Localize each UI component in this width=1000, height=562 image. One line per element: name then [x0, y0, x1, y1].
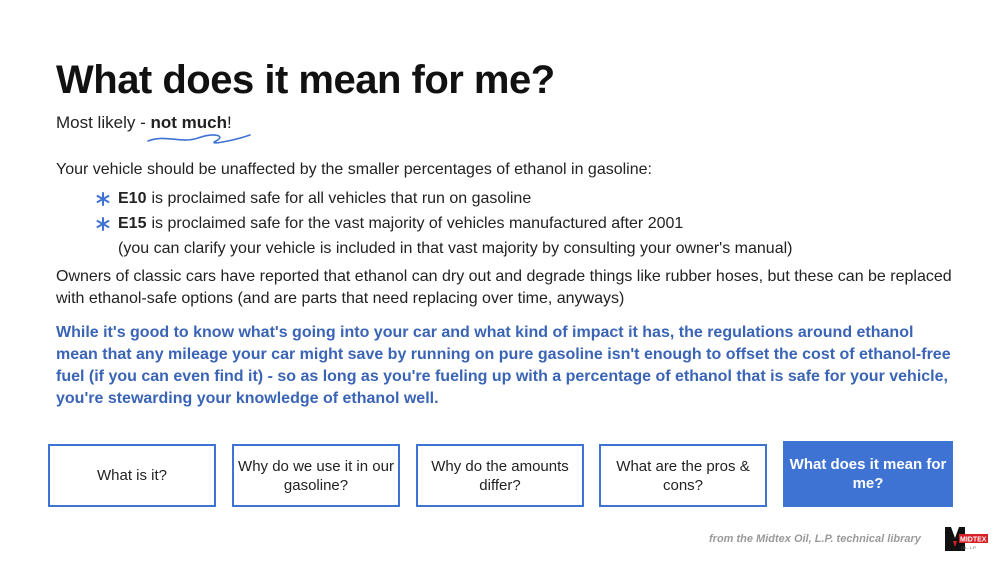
list-item — [96, 188, 956, 213]
asterisk-icon — [96, 188, 118, 213]
conclusion-paragraph: While it's good to know what's going into your car and what kind of impact it has, the regulations around ethanol mean that any mileage your car might save by running on pure gasoline isn't enough to offset the cost of ethanol-free fuel (if you can even find it) - so as long as you're fueling up with a percentage of ethanol that is safe for your vehicle, you're stewarding your knowledge of ethanol well. — [56, 324, 951, 407]
subtitle-emphasis-text: not much — [150, 113, 227, 132]
bullet-text: is proclaimed safe for all vehicles that run on gasoline — [151, 190, 532, 207]
nav-button-what-is-it[interactable]: What is it? — [48, 444, 216, 507]
nav-button-what-it-means[interactable]: What does it mean for me? — [783, 441, 953, 507]
nav-button-pros-cons[interactable]: What are the pros & cons? — [599, 444, 767, 507]
asterisk-icon — [96, 213, 118, 238]
fuel-code: E15 — [118, 215, 147, 232]
logo-text: MIDTEX — [960, 536, 987, 544]
subtitle-prefix: Most likely - — [56, 113, 151, 132]
footer-attribution: from the Midtex Oil, L.P. technical library — [709, 533, 921, 545]
classic-cars-paragraph: Owners of classic cars have reported that ethanol can dry out and degrade things like rubber hoses, but these can be replaced with ethanol-safe options (and are parts that need replacing over time, anyways) — [56, 268, 952, 307]
intro-paragraph: Your vehicle should be unaffected by the smaller percentages of ethanol in gasoline: — [56, 161, 652, 178]
midtex-logo — [944, 526, 988, 552]
bullet-text: is proclaimed safe for the vast majority of vehicles manufactured after 2001 — [151, 215, 684, 232]
nav-button-why-use-it[interactable]: Why do we use it in our gasoline? — [232, 444, 400, 507]
list-item — [96, 213, 956, 238]
subtitle-emphasis — [150, 113, 227, 133]
topic-navigation — [48, 441, 953, 507]
bullet-content — [118, 188, 531, 210]
subtitle-suffix: ! — [226, 113, 232, 132]
nav-button-why-amounts-differ[interactable]: Why do the amounts differ? — [416, 444, 584, 507]
bullet-content — [118, 213, 683, 235]
squiggle-underline-icon — [146, 132, 252, 146]
page-title: What does it mean for me? — [56, 58, 555, 102]
fuel-code: E10 — [118, 190, 147, 207]
bullet-list — [96, 188, 956, 260]
logo-subtext: OIL, L.P. — [961, 545, 977, 550]
bullet-note: (you can clarify your vehicle is included in that vast majority by consulting your owner's manual) — [118, 240, 793, 257]
subtitle — [56, 113, 232, 133]
